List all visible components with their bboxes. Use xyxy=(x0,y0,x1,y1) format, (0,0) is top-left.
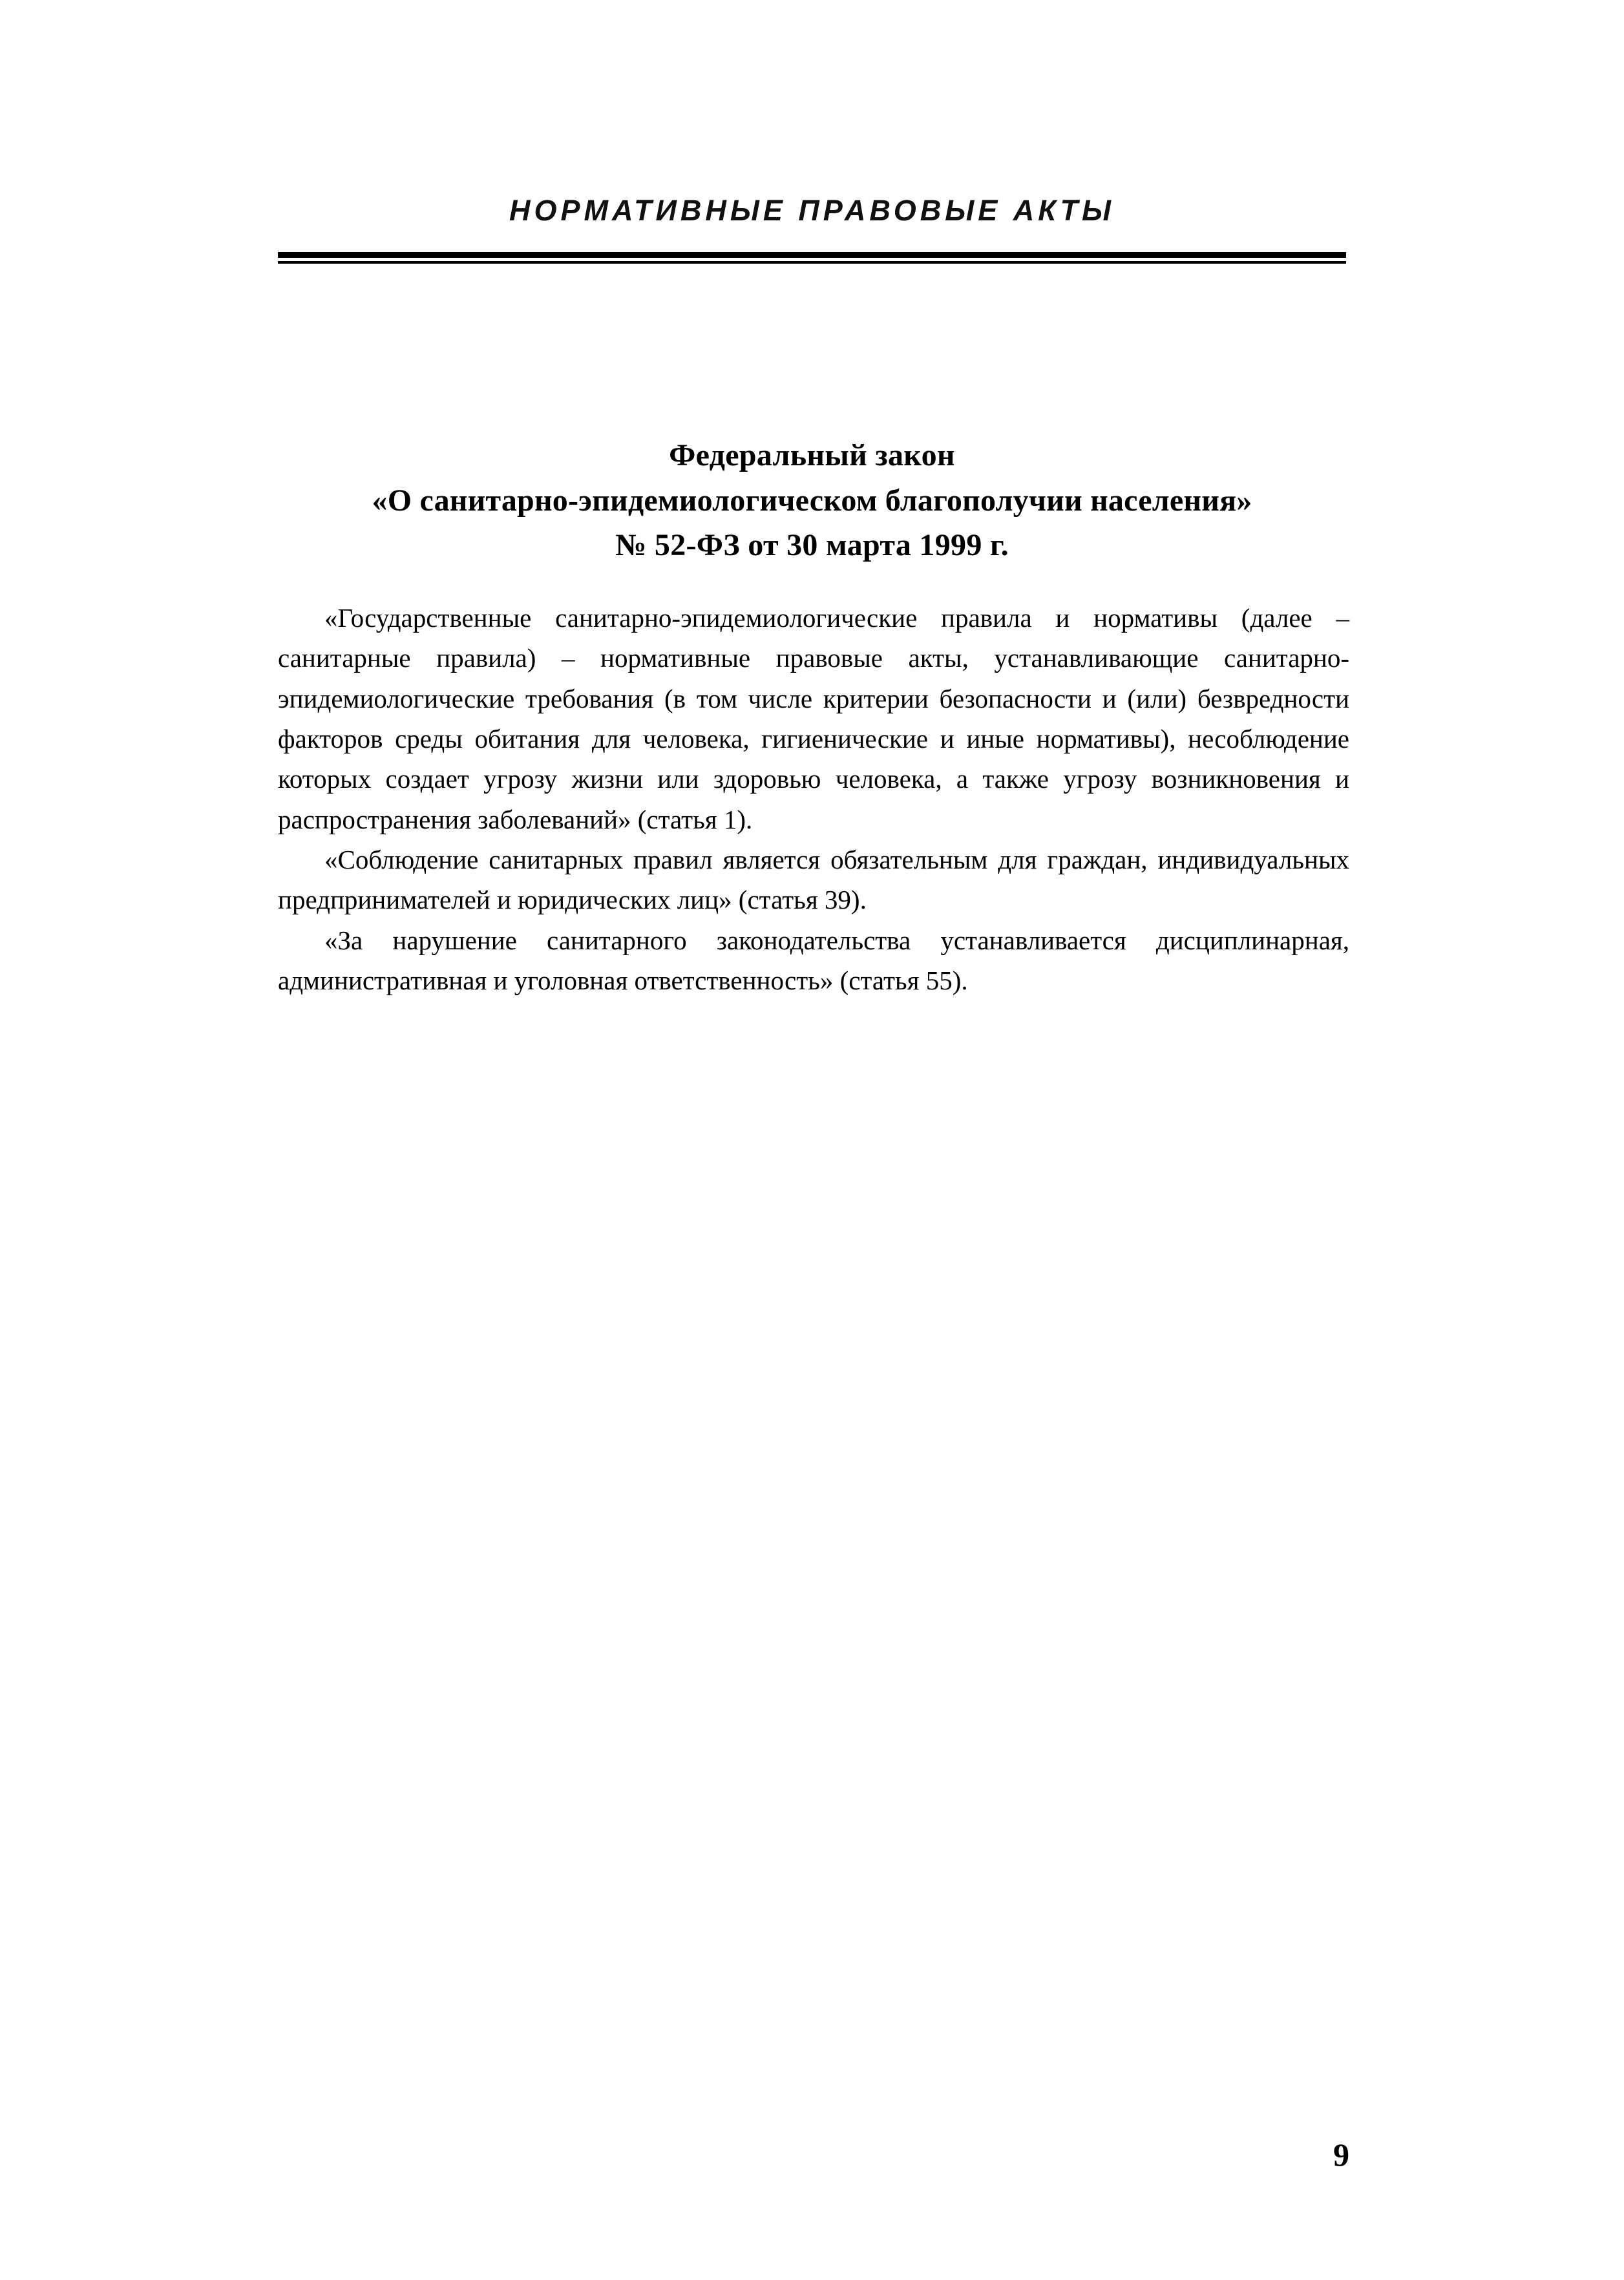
header-rule xyxy=(278,252,1346,264)
document-body xyxy=(278,598,1349,1000)
body-paragraph-2: «Соблюдение санитарных правил является обязательным для граждан, индивидуальных предпринимателей и юридических лиц» (статья 39). xyxy=(278,844,1349,915)
body-paragraph-1: «Государственные санитарно-эпидемиологические правила и нормативы (далее – санитарные правила) – нормативные правовые акты, устанавливающие санитарно-эпидемиологические требования (в том числе критерии безопасности и (или) безвредности факторов среды обитания для человека, гигиенические и иные нормативы), несоблюдение которых создает угрозу жизни или здоровью человека, а также угрозу возникновения и распространения заболеваний» (статья 1). xyxy=(278,603,1349,834)
document-title xyxy=(278,433,1346,568)
header-rule-thick xyxy=(278,252,1346,258)
body-paragraph-3: «За нарушение санитарного законодательства устанавливается дисциплинарная, административная и уголовная ответственность» (статья 55). xyxy=(278,925,1349,995)
running-header: НОРМАТИВНЫЕ ПРАВОВЫЕ АКТЫ xyxy=(509,194,1115,227)
header-rule-thin xyxy=(278,261,1346,264)
page-number: 9 xyxy=(1333,2137,1349,2173)
title-line-1: Федеральный закон xyxy=(669,438,955,472)
title-line-3: № 52-ФЗ от 30 марта 1999 г. xyxy=(615,528,1009,563)
title-line-2: «О санитарно-эпидемиологическом благополучии населения» xyxy=(372,483,1252,518)
